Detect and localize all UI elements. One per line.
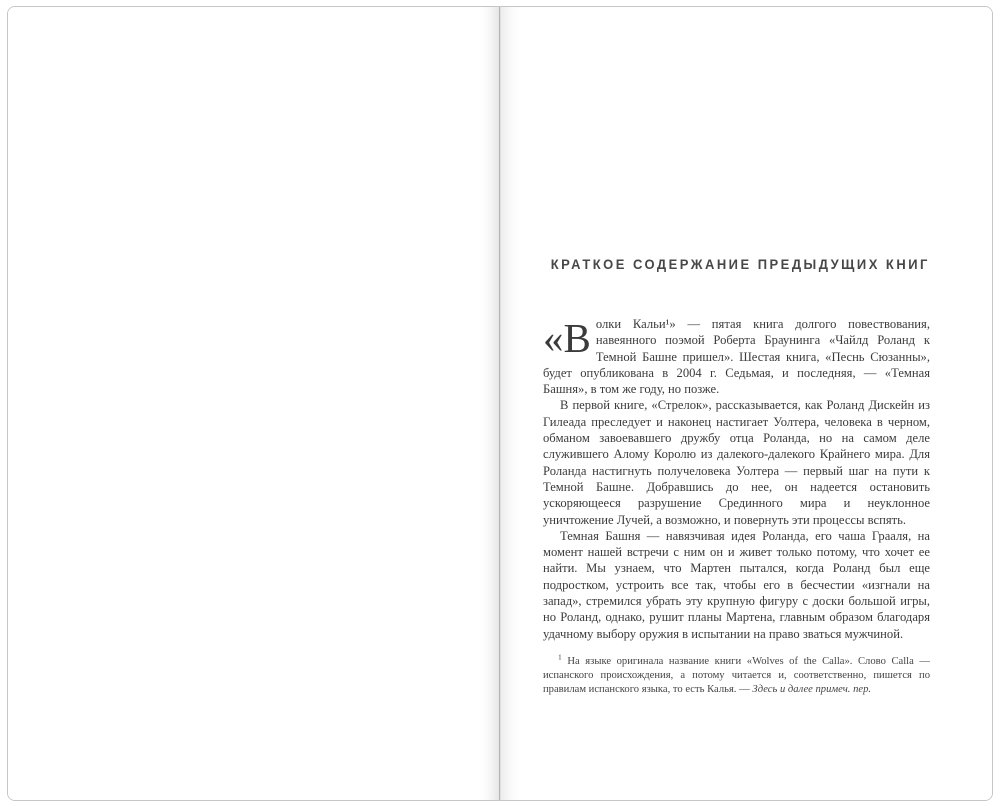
dropcap: «В <box>543 315 591 361</box>
chapter-heading: КРАТКОЕ СОДЕРЖАНИЕ ПРЕДЫДУЩИХ КНИГ <box>550 257 930 272</box>
book-spread <box>7 6 993 801</box>
footnote-italic-text: Здесь и далее примеч. пер. <box>752 684 872 696</box>
right-page <box>500 7 992 800</box>
right-page-content <box>501 7 992 800</box>
left-page-blank <box>8 7 500 800</box>
footnote <box>543 652 930 698</box>
paragraph-1 <box>543 316 930 397</box>
footnote-marker: 1 <box>558 652 562 662</box>
paragraph-2: В первой книге, «Стрелок», рассказывается, как Роланд Дискейн из Гилеада преследует и наконец настигает Уолтера, человека в черном, обманом завоевавшего дружбу отца Роланда, но на самом деле служившего Алому Королю из далекого-далекого Крайнего мира. Для Роланда настигнуть получеловека Уолтера — первый шаг на пути к Темной Башне. Добравшись до нее, он надеется остановить ускоряющееся разрушение Срединного мира и неуклонное уничтожение Лучей, а возможно, и повернуть эти процессы вспять. <box>543 398 930 527</box>
body-text <box>543 316 930 642</box>
paragraph-3: Темная Башня — навязчивая идея Роланда, его чаша Грааля, на момент нашей встречи с ним он и живет только потому, что хочет ее найти. Мы узнаем, что Мартен пытался, когда Роланд был еще подростком, устроить все так, чтобы его в бесчестии «изгнали на запад», стремился убрать эту крупную фигуру с доски большой игры, но Роланд, однако, рушит планы Мартена, главным образом благодаря удачному выбору оружия в испытании на право зваться мужчиной. <box>543 528 930 641</box>
paragraph-1-text: олки Кальи¹» — пятая книга долгого повествования, навеянного поэмой Роберта Браунинга «Чайлд Роланд к Темной Башне пришел». Шестая книга, «Песнь Сюзанны», будет опубликована в 2004 г. Седьмая, и последняя, — «Темная Башня», в том же году, но позже. <box>543 317 930 397</box>
footnote-text: На языке оригинала название книги «Wolves of the Calla». Слово Calla — испанского происхождения, а потому читается и, соответственно, пишется по правилам испанского языка, то есть Калья. — <box>543 655 930 696</box>
